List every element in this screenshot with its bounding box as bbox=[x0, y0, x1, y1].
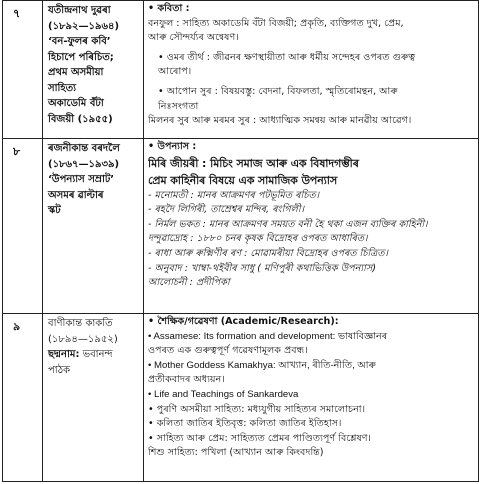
work-line: • কলিতা জাতিৰ ইতিবৃত্ত: কলিতা জাতিৰ ইতিহাস। bbox=[148, 418, 342, 430]
works-heading: • শৈক্ষিক/গৱেষণা (Academic/Research): bbox=[148, 316, 339, 327]
author-note: ‘উপন্যাস সম্ৰাট’ bbox=[48, 174, 115, 185]
work-line: • Mother Goddess Kamakhya: আখ্যান, ৰীতি-নীতি, আৰু bbox=[148, 359, 376, 371]
work-line: - ৰাধা আৰু ৰুক্মিণীৰ ৰণ : মোৱামৰীয়া বিদ্ৰোহৰ ওপৰত চিত্ৰিত। bbox=[148, 247, 388, 259]
author-dates: (১৮৯২—১৯৬৪) bbox=[48, 20, 120, 32]
row-number-cell bbox=[3, 1, 43, 139]
work-line: মিলনৰ সুৰ আৰু মৰমৰ সুৰ : আধ্যাত্মিক সমন্বয় আৰু মানৱীয় আৱেগ। bbox=[148, 115, 412, 127]
work-line: • Life and Teachings of Sankardeva bbox=[148, 388, 299, 400]
works-heading: • কবিতা : bbox=[148, 3, 190, 14]
row-number: ৭ bbox=[13, 7, 21, 20]
author-dates: (১৮৯৪—১৯৫২) bbox=[48, 333, 118, 345]
work-line: • Assamese: Its formation and development: ভাষাবিজ্ঞানৰ bbox=[148, 330, 388, 342]
author-cell bbox=[43, 139, 144, 314]
author-note: অসমৰ ৱাল্টাৰ bbox=[48, 189, 104, 201]
literature-table bbox=[2, 0, 479, 482]
row-number: ৮ bbox=[13, 145, 21, 158]
author-note: ‘বন-ফুলৰ কবি’ bbox=[48, 36, 111, 47]
work-line: দন্দুৱাদ্ৰোহ : ১৮৮০ চনৰ কৃষক বিদ্ৰোহৰ ওপৰত আধাৰিত। bbox=[148, 233, 368, 245]
author-cell bbox=[43, 1, 144, 139]
pen-name-value: পাঠক bbox=[48, 364, 71, 376]
author-note: বিজয়ী (১৯৫৫) bbox=[48, 113, 113, 125]
author-name: যতীন্দ্ৰনাথ দুৱৰা bbox=[48, 5, 111, 16]
work-line: আৰু সৌন্দৰ্য্যৰ অন্বেষণ। bbox=[148, 32, 239, 44]
table-row bbox=[3, 139, 479, 314]
author-note: অকাডেমি বঁটা bbox=[48, 98, 104, 109]
work-line: ওপৰত এক গুৰুত্বপূৰ্ণ গৱেষণামূলক প্ৰবন্ধ। bbox=[148, 345, 308, 357]
row-number-cell bbox=[3, 314, 43, 482]
work-line: - নিৰ্মল ভকত : মানৰ আক্ৰমণৰ সময়ত বনী হৈ থকা এজন ব্যক্তিৰ কাহিনী। bbox=[148, 218, 428, 230]
author-note: স্কট bbox=[48, 205, 61, 216]
table-row bbox=[3, 1, 479, 139]
author-cell bbox=[43, 314, 144, 482]
work-line: মিৰি জীয়ৰী : মিচিং সমাজ আৰু এক বিষাদগম্ভীৰ bbox=[148, 156, 359, 170]
work-line: - অনুবাদ : খাম্বা-থইবীৰ সাধু ( মণিপুৰী কথাভিত্তিক উপন্যাস) bbox=[148, 262, 377, 274]
works-heading: • উপন্যাস : bbox=[148, 141, 197, 152]
work-line: • ওমৰ তীৰ্থ : জীৱনৰ ক্ষণস্থায়ীতা আৰু ধৰ্মীয় সন্দেহৰ ওপৰত গুৰুত্ব bbox=[158, 51, 416, 63]
work-line: • আপোন সুৰ : বিষয়বস্তু: বেদনা, বিফলতা, স্মৃতিৰোমন্থন, আৰু bbox=[158, 85, 398, 97]
work-line: বনফুল : সাহিত্য অকাডেমি বঁটা বিজয়ী; প্ৰকৃতি, ব্যক্তিগত দুখ, প্ৰেম, bbox=[148, 17, 404, 29]
author-note: হিচাপে পৰিচিত; bbox=[48, 51, 114, 63]
author-name: বাণীকান্ত কাকতি bbox=[48, 318, 113, 329]
works-cell bbox=[144, 139, 479, 314]
pen-name-value: ভবানন্দ bbox=[82, 349, 113, 360]
work-line: - ৰহদৈ লিগিৰী, তাম্ৰেশ্বৰ মন্দিৰ, ৰংগিলী। bbox=[148, 204, 305, 216]
work-line: • সাহিত্য আৰু প্ৰেম: সাহিত্যত প্ৰেমৰ পাণ্ডিত্যপূৰ্ণ বিশ্লেষণ। bbox=[148, 432, 371, 444]
works-cell bbox=[144, 314, 479, 482]
work-line: আৰোপ। bbox=[158, 66, 192, 78]
works-cell bbox=[144, 1, 479, 139]
work-line: - মনোমতী : মানৰ আক্ৰমণৰ পটভূমিত ৰচিত। bbox=[148, 189, 320, 201]
work-line: প্ৰতীকবাদৰ অধ্যয়ন। bbox=[148, 374, 225, 386]
author-note: প্ৰথম অসমীয়া bbox=[48, 67, 104, 78]
pen-name bbox=[48, 347, 140, 363]
work-line: নিঃসংগতা bbox=[158, 100, 199, 112]
author-name: ৰজনীকান্ত বৰদলৈ bbox=[48, 143, 120, 154]
author-dates: (১৮৬৭—১৯৩৯) bbox=[48, 158, 120, 170]
work-line: প্ৰেম কাহিনীৰ বিষয়ে এক সামাজিক উপন্যাস bbox=[148, 173, 338, 187]
work-line: আলোচনী : প্ৰদীপিকা bbox=[148, 277, 230, 289]
work-line: • পুৰণি অসমীয়া সাহিত্য: মধ্যযুগীয় সাহিত্যৰ সমালোচনা। bbox=[148, 403, 366, 415]
row-number-cell bbox=[3, 139, 43, 314]
table-row bbox=[3, 314, 479, 482]
work-line: শিশু সাহিত্য: পখিলা (আখ্যান আৰু কিংবদন্তি) bbox=[148, 447, 324, 459]
pen-name-label: ছদ্মনাম: bbox=[48, 349, 80, 360]
row-number: ৯ bbox=[13, 320, 21, 333]
author-note: সাহিত্য bbox=[48, 82, 77, 94]
